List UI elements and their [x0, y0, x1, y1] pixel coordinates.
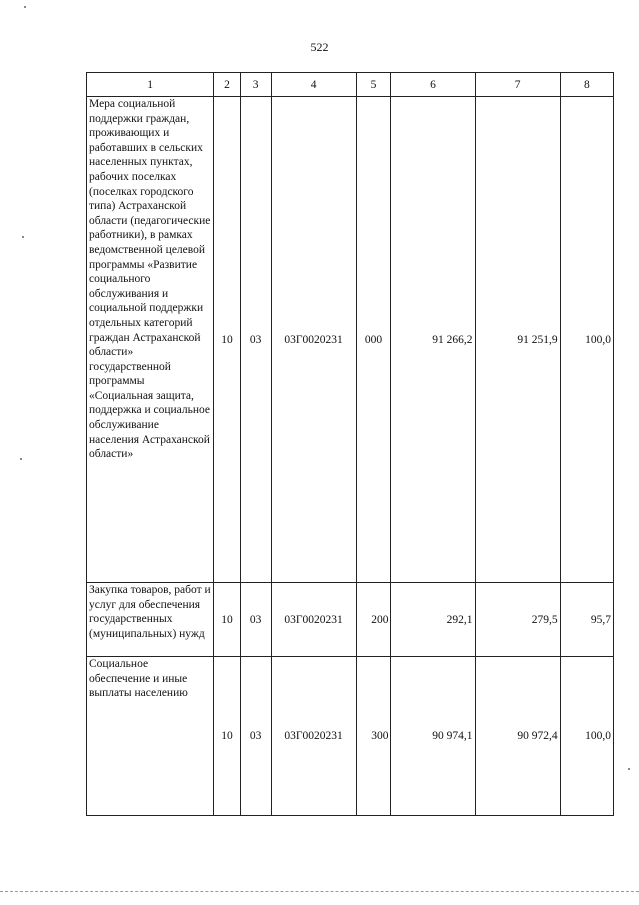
actual-amount-cell: 90 972,4: [475, 657, 560, 816]
header-col-4: 4: [271, 73, 356, 97]
section-code-cell: 10: [214, 657, 241, 816]
subsection-code-cell: 03: [240, 97, 271, 583]
page-number: 522: [310, 40, 329, 54]
scan-speck: [628, 768, 630, 770]
header-col-2: 2: [214, 73, 241, 97]
row-name-cell: Закупка товаров, работ и услуг для обеспечения государственных (муниципальных) нужд: [87, 583, 214, 657]
planned-amount-cell: 292,1: [391, 583, 475, 657]
planned-amount-cell: 91 266,2: [391, 97, 475, 583]
table-row: [87, 583, 614, 657]
scan-speck: [20, 458, 22, 460]
table-row: [87, 657, 614, 816]
target-article-cell: 03Г0020231: [271, 657, 356, 816]
row-name-cell: Мера социальной поддержки граждан, проживающих и работавших в сельских населенных пунктах, рабочих поселках (поселках городского типа) Астраханской области (педагогические работники), в рамках ведомственной целевой программы «Развитие социального обслуживания и социальной поддержки отдельных категорий граждан Астраханской области» государственной программы «Социальная защита, поддержка и социальное обслуживание населения Астраханской области»: [87, 97, 214, 583]
target-article-cell: 03Г0020231: [271, 583, 356, 657]
actual-amount-cell: 91 251,9: [475, 97, 560, 583]
budget-table: [86, 72, 614, 816]
planned-amount-cell: 90 974,1: [391, 657, 475, 816]
header-col-7: 7: [475, 73, 560, 97]
header-row: [87, 73, 614, 97]
section-code-cell: 10: [214, 583, 241, 657]
header-col-5: 5: [356, 73, 391, 97]
actual-amount-cell: 279,5: [475, 583, 560, 657]
scan-edge-line: [0, 891, 639, 892]
table-row: [87, 97, 614, 583]
header-col-1: 1: [87, 73, 214, 97]
scan-speck: [22, 236, 24, 238]
percent-cell: 95,7: [560, 583, 613, 657]
header-col-6: 6: [391, 73, 475, 97]
section-code-cell: 10: [214, 97, 241, 583]
table-header: [87, 73, 614, 97]
percent-cell: 100,0: [560, 657, 613, 816]
subsection-code-cell: 03: [240, 657, 271, 816]
subsection-code-cell: 03: [240, 583, 271, 657]
percent-cell: 100,0: [560, 97, 613, 583]
expense-type-cell: 200: [356, 583, 391, 657]
header-col-3: 3: [240, 73, 271, 97]
header-col-8: 8: [560, 73, 613, 97]
scan-speck: [24, 6, 26, 8]
expense-type-cell: 000: [356, 97, 391, 583]
expense-type-cell: 300: [356, 657, 391, 816]
target-article-cell: 03Г0020231: [271, 97, 356, 583]
row-name-cell: Социальное обеспечение и иные выплаты населению: [87, 657, 214, 816]
